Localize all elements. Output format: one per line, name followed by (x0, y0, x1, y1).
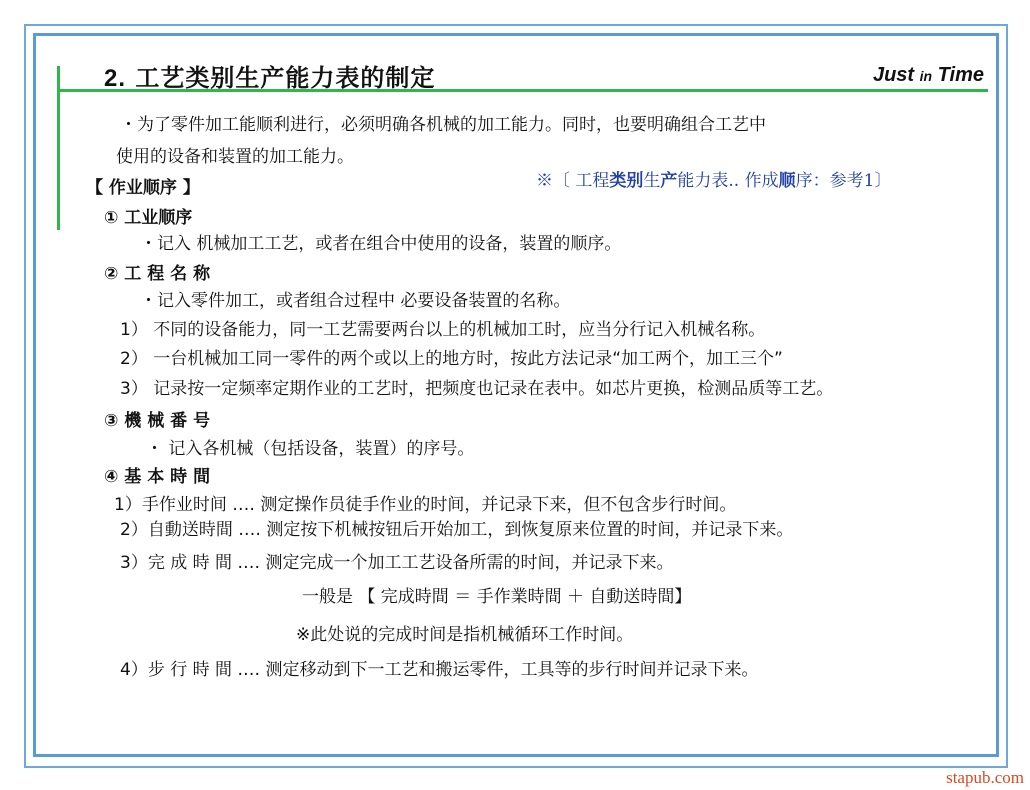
item-2-sub-2: 2） 一台机械加工同一零件的两个或以上的地方时，按此方法记录“加工两个，加工三个” (120, 349, 783, 369)
note-line: ※此处说的完成时间是指机械循环工作时间。 (296, 625, 634, 645)
page-title (104, 58, 435, 93)
item-4-sub-4: 4）步 行 時 間 ‥‥ 测定移动到下一工艺和搬运零件，工具等的步行时间并记录下来。 (120, 660, 759, 680)
item-2-heading: ② 工 程 名 称 (104, 264, 211, 284)
item-2-sub-1: 1） 不同的设备能力，同一工艺需要两台以上的机械加工时，应当分行记入机械名称。 (120, 320, 766, 340)
formula-line: 一般是 【 完成時間 ＝ 手作業時間 ＋ 自動送時間】 (302, 587, 692, 607)
item-4-heading: ④ 基 本 時 間 (104, 467, 211, 487)
logo-main: Just (872, 64, 915, 86)
ref-close: 序：参考1〕 (795, 171, 892, 191)
item-4-sub-3: 3）完 成 時 間 ‥‥ 测定完成一个加工工艺设备所需的时间，并记录下来。 (120, 553, 674, 573)
section-heading: 【 作业顺序 】 (86, 178, 200, 198)
item-1-heading: ① 工业顺序 (104, 208, 193, 228)
item-3-desc: ・ 记入各机械（包括设备，装置）的序号。 (146, 439, 475, 459)
reference-note (536, 166, 891, 191)
ref-kw1: 类别 (609, 171, 644, 191)
watermark: stapub.com (946, 768, 1024, 787)
title-text: 工艺类别生产能力表的制定 (135, 64, 436, 92)
title-number: 2. (104, 65, 127, 92)
item-2-sub-3: 3） 记录按一定频率定期作业的工艺时，把频度也记录在表中。如芯片更换，检测品质等工艺。 (120, 379, 834, 399)
ref-mid1: 生 (643, 171, 661, 191)
item-4-sub-1: 1）手作业时间 ‥‥ 测定操作员徒手作业的时间，并记录下来，但不包含步行时间。 (114, 495, 737, 515)
intro-line-1: ・为了零件加工能顺利进行，必须明确各机械的加工能力。同时，也要明确组合工艺中 (120, 115, 766, 135)
item-4-sub-2: 2）自動送時間 ‥‥ 测定按下机械按钮后开始加工，到恢复原来位置的时间，并记录下来。 (120, 520, 794, 540)
item-2-desc: ・记入零件加工，或者组合过程中 必要设备装置的名称。 (140, 291, 571, 311)
logo-small: in (919, 68, 933, 84)
item-3-heading: ③ 機 械 番 号 (104, 411, 211, 431)
ref-mid2: 能力表.. 作成 (677, 171, 779, 191)
ref-open: ※〔 工程 (536, 171, 610, 191)
ref-kw2: 产 (660, 171, 678, 191)
logo-end: Time (937, 64, 984, 86)
ref-kw3: 顺 (778, 171, 796, 191)
item-1-desc: ・记入 机械加工工艺，或者在组合中使用的设备，装置的顺序。 (140, 234, 622, 254)
intro-line-2: 使用的设备和装置的加工能力。 (116, 147, 354, 167)
jit-logo (873, 64, 984, 87)
